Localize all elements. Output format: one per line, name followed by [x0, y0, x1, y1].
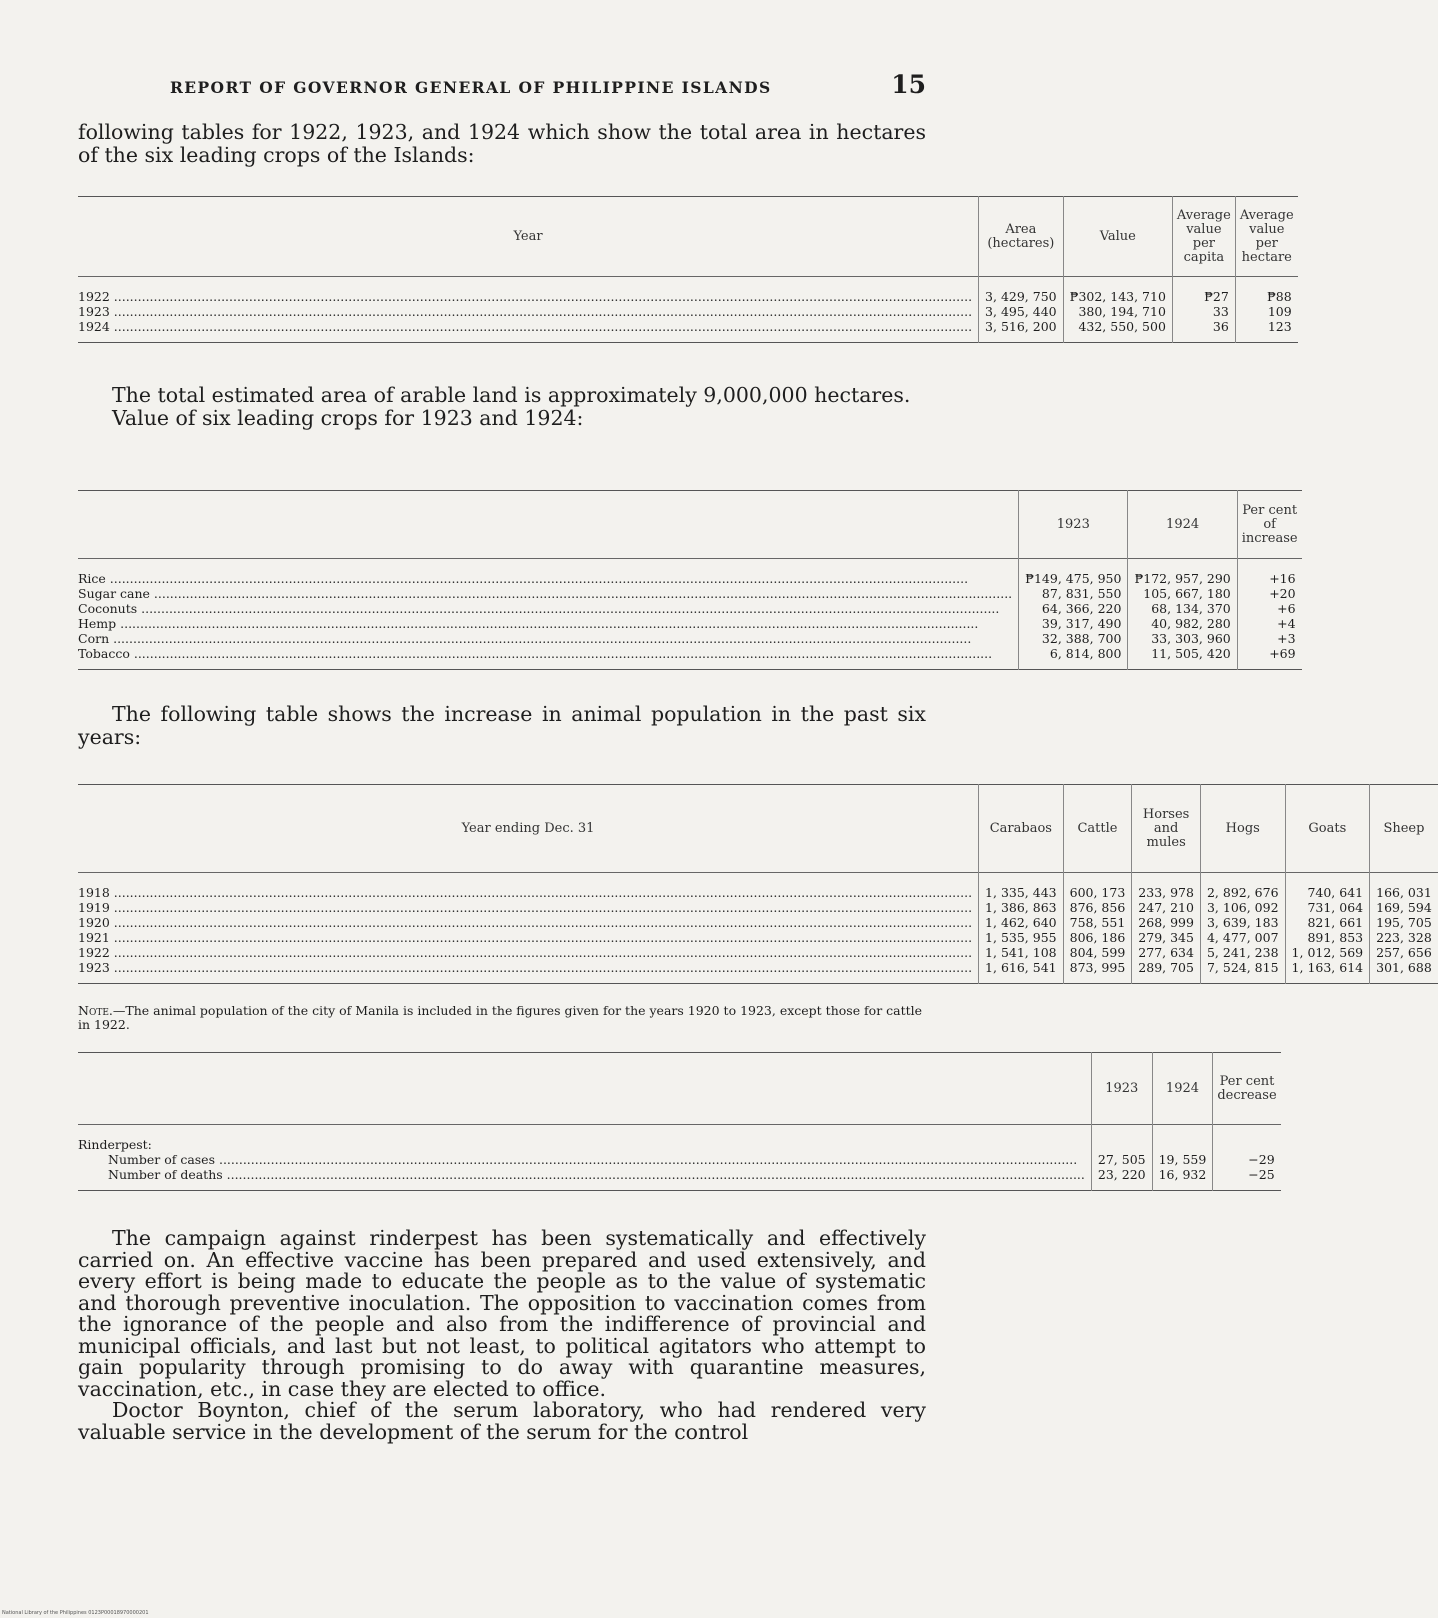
- cell: ₱149, 475, 950: [1019, 559, 1128, 587]
- row-label: 1921 .....: [78, 930, 972, 945]
- cell: −25: [1213, 1167, 1281, 1191]
- table-row: [78, 646, 1302, 670]
- cell: 3, 516, 200: [979, 319, 1064, 343]
- cell: 233, 978: [1132, 873, 1201, 901]
- cell: 3, 495, 440: [979, 304, 1064, 319]
- column-header: Horses and mules: [1132, 785, 1201, 873]
- note-text: —The animal population of the city of Manila is included in the figures given for the years 1920 to 1923, except those for cattle in 1922.: [78, 1003, 923, 1032]
- row-label: Number of deaths .....: [78, 1167, 1085, 1182]
- cell: 7, 524, 815: [1200, 960, 1285, 984]
- cell: 87, 831, 550: [1019, 586, 1128, 601]
- column-header: 1924: [1152, 1053, 1213, 1125]
- cell: 740, 641: [1285, 873, 1370, 901]
- cell: ₱88: [1235, 277, 1297, 305]
- cell: 39, 317, 490: [1019, 616, 1128, 631]
- cell: 247, 210: [1132, 900, 1201, 915]
- table-row: [78, 616, 1302, 631]
- cell: 1, 335, 443: [979, 873, 1064, 901]
- page-number: 15: [891, 70, 926, 99]
- table-row: [78, 945, 1438, 960]
- cell: −29: [1213, 1152, 1281, 1167]
- group-label: Rinderpest:: [78, 1137, 152, 1152]
- table-row: [78, 915, 1438, 930]
- cell: 2, 892, 676: [1200, 873, 1285, 901]
- cell: 5, 241, 238: [1200, 945, 1285, 960]
- cell: 1, 012, 569: [1285, 945, 1370, 960]
- rinderpest-table: [78, 1052, 1281, 1191]
- cell: 289, 705: [1132, 960, 1201, 984]
- row-label: Rice .....: [78, 571, 1012, 586]
- table-note: [78, 1004, 926, 1032]
- row-label: 1924 .....: [78, 319, 972, 334]
- cell: 3, 106, 092: [1200, 900, 1285, 915]
- column-header: Value: [1063, 197, 1172, 277]
- cell: ₱302, 143, 710: [1063, 277, 1172, 305]
- row-label: Sugar cane .....: [78, 586, 1012, 601]
- cell: +3: [1237, 631, 1301, 646]
- table-row: [78, 900, 1438, 915]
- column-header: Area (hectares): [979, 197, 1064, 277]
- header-title: REPORT OF GOVERNOR GENERAL OF PHILIPPINE ISLANDS: [170, 78, 772, 97]
- table-row: [78, 873, 1438, 901]
- cell: 876, 856: [1063, 900, 1132, 915]
- cell: 3, 639, 183: [1200, 915, 1285, 930]
- column-header: Carabaos: [979, 785, 1064, 873]
- cell: 873, 995: [1063, 960, 1132, 984]
- table-row: [78, 277, 1298, 305]
- cell: 27, 505: [1091, 1152, 1152, 1167]
- crop-value-table: [78, 490, 1302, 670]
- cell: 806, 186: [1063, 930, 1132, 945]
- cell: 36: [1172, 319, 1235, 343]
- cell: 109: [1235, 304, 1297, 319]
- cell: 731, 064: [1285, 900, 1370, 915]
- cell: 1, 462, 640: [979, 915, 1064, 930]
- cell: 804, 599: [1063, 945, 1132, 960]
- cell: 277, 634: [1132, 945, 1201, 960]
- cell: 64, 366, 220: [1019, 601, 1128, 616]
- cell: 33: [1172, 304, 1235, 319]
- row-label: 1918 .....: [78, 885, 972, 900]
- column-header: 1923: [1091, 1053, 1152, 1125]
- cell: ₱27: [1172, 277, 1235, 305]
- animal-population-table: [78, 784, 1438, 984]
- column-header: Average value per hectare: [1235, 197, 1297, 277]
- column-header: Cattle: [1063, 785, 1132, 873]
- cell: +4: [1237, 616, 1301, 631]
- table-group-row: [78, 1125, 1281, 1153]
- row-label: 1923 .....: [78, 304, 972, 319]
- cell: 1, 541, 108: [979, 945, 1064, 960]
- cell: +16: [1237, 559, 1301, 587]
- cell: 1, 616, 541: [979, 960, 1064, 984]
- table-row: [78, 601, 1302, 616]
- cell: 1, 386, 863: [979, 900, 1064, 915]
- column-header: Year: [513, 228, 543, 244]
- cell: 821, 661: [1285, 915, 1370, 930]
- column-header: Sheep: [1370, 785, 1438, 873]
- cell: 23, 220: [1091, 1167, 1152, 1191]
- cell: 19, 559: [1152, 1152, 1213, 1167]
- table-row: [78, 586, 1302, 601]
- cell: 380, 194, 710: [1063, 304, 1172, 319]
- table-row: [78, 631, 1302, 646]
- table-row: [78, 1167, 1281, 1191]
- cell: +69: [1237, 646, 1301, 670]
- cell: 195, 705: [1370, 915, 1438, 930]
- table-row: [78, 960, 1438, 984]
- cell: 257, 656: [1370, 945, 1438, 960]
- cell: 223, 328: [1370, 930, 1438, 945]
- cell: 6, 814, 800: [1019, 646, 1128, 670]
- cell: +6: [1237, 601, 1301, 616]
- cell: 105, 667, 180: [1128, 586, 1237, 601]
- scan-footer: National Library of the Philippines 0123P00018970000201: [2, 1610, 149, 1616]
- column-header: 1924: [1128, 491, 1237, 559]
- column-header: Goats: [1285, 785, 1370, 873]
- cell: 32, 388, 700: [1019, 631, 1128, 646]
- row-label: 1922 .....: [78, 289, 972, 304]
- cell: 11, 505, 420: [1128, 646, 1237, 670]
- cell: 600, 173: [1063, 873, 1132, 901]
- table-row: [78, 559, 1302, 587]
- column-header: [78, 1053, 1091, 1125]
- cell: 40, 982, 280: [1128, 616, 1237, 631]
- column-header: [78, 491, 1019, 559]
- cell: 432, 550, 500: [1063, 319, 1172, 343]
- row-label: 1922 .....: [78, 945, 972, 960]
- row-label: Number of cases .....: [78, 1152, 1085, 1167]
- table-row: [78, 930, 1438, 945]
- cell: 758, 551: [1063, 915, 1132, 930]
- paragraph-doctor-boynton: Doctor Boynton, chief of the serum laboratory, who had rendered very valuable service in the development of the serum for the control: [78, 1398, 926, 1444]
- column-header: 1923: [1019, 491, 1128, 559]
- paragraph-animal-intro: The following table shows the increase in animal population in the past six years:: [78, 702, 926, 749]
- column-header: Per cent of increase: [1237, 491, 1301, 559]
- row-label: Coconuts .....: [78, 601, 1012, 616]
- crop-area-table: [78, 196, 1298, 343]
- cell: 3, 429, 750: [979, 277, 1064, 305]
- cell: 1, 163, 614: [1285, 960, 1370, 984]
- row-label: 1923 .....: [78, 960, 972, 975]
- paragraph-intro: following tables for 1922, 1923, and 1924 which show the total area in hectares of the six leading crops of the Islands:: [78, 120, 926, 167]
- cell: 891, 853: [1285, 930, 1370, 945]
- running-header: [78, 70, 926, 99]
- table-row: [78, 304, 1298, 319]
- cell: 16, 932: [1152, 1167, 1213, 1191]
- rinderpest-discussion: [78, 1228, 926, 1443]
- column-header: Per cent decrease: [1213, 1053, 1281, 1125]
- table-row: [78, 1152, 1281, 1167]
- column-header: Hogs: [1200, 785, 1285, 873]
- table-row: [78, 319, 1298, 343]
- cell: ₱172, 957, 290: [1128, 559, 1237, 587]
- paragraph-crop-value-intro: Value of six leading crops for 1923 and 1924:: [112, 406, 584, 430]
- column-header: Average value per capita: [1172, 197, 1235, 277]
- arable-land-section: [78, 384, 926, 430]
- cell: 4, 477, 007: [1200, 930, 1285, 945]
- cell: 68, 134, 370: [1128, 601, 1237, 616]
- cell: +20: [1237, 586, 1301, 601]
- note-label: Note.: [78, 1003, 113, 1018]
- row-label: 1920 .....: [78, 915, 972, 930]
- cell: 279, 345: [1132, 930, 1201, 945]
- row-label: 1919 .....: [78, 900, 972, 915]
- column-header: Year ending Dec. 31: [461, 820, 595, 836]
- row-label: Corn .....: [78, 631, 1012, 646]
- row-label: Tobacco .....: [78, 646, 1012, 661]
- paragraph-rinderpest-campaign: The campaign against rinderpest has been systematically and effectively carried on. An effective vaccine has been prepared and used extensively, and every effort is being made to educate the people as to the value of systematic and thorough preventive inoculation. The opposition to vaccination comes from the ignorance of the people and also from the indifference of provincial and municipal officials, and last but not least, to political agitators who attempt to gain popularity through promising to do away with quarantine measures, vaccination, etc., in case they are elected to office.: [78, 1226, 926, 1401]
- cell: 301, 688: [1370, 960, 1438, 984]
- paragraph-arable-land: The total estimated area of arable land is approximately 9,000,000 hectares.: [112, 383, 911, 407]
- cell: 123: [1235, 319, 1297, 343]
- cell: 169, 594: [1370, 900, 1438, 915]
- cell: 33, 303, 960: [1128, 631, 1237, 646]
- row-label: Hemp .....: [78, 616, 1012, 631]
- cell: 166, 031: [1370, 873, 1438, 901]
- cell: 1, 535, 955: [979, 930, 1064, 945]
- cell: 268, 999: [1132, 915, 1201, 930]
